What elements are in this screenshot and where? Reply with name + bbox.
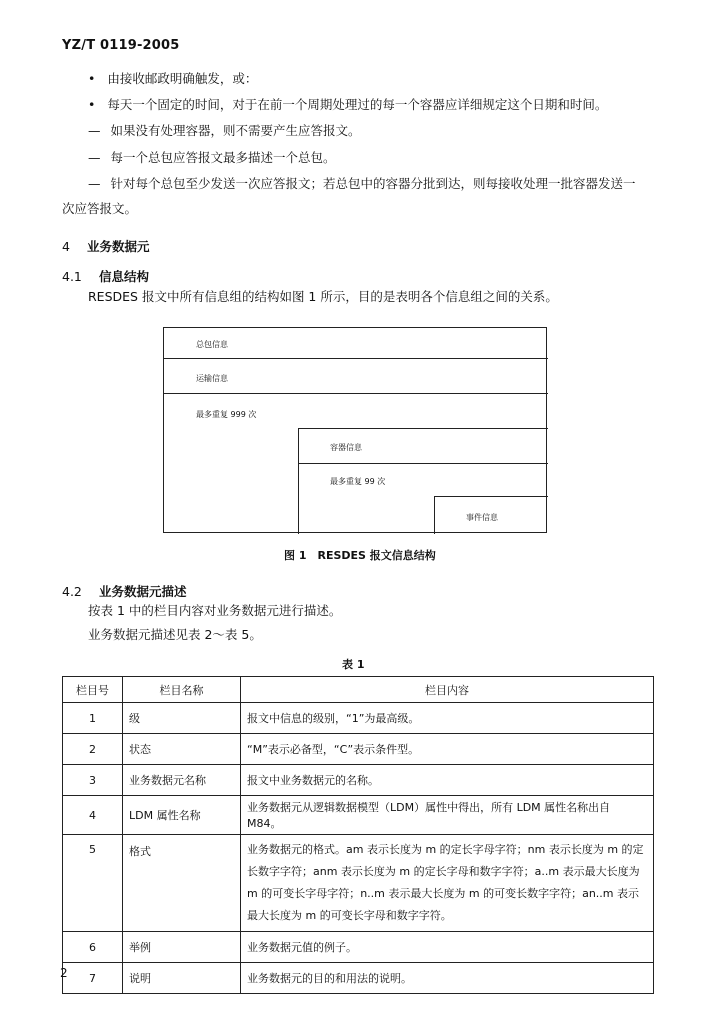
- row-content: 报文中业务数据元的名称。: [241, 765, 654, 796]
- section-number: 4: [62, 239, 70, 254]
- list-item-text: 由接收邮政明确触发，或：: [107, 71, 258, 86]
- divider: [434, 496, 435, 534]
- dash-glyph: —: [88, 123, 101, 138]
- table-row: [63, 835, 654, 932]
- figure-label-transport-info: 运输信息: [196, 374, 228, 383]
- divider: [164, 358, 548, 359]
- list-item: [88, 96, 607, 114]
- divider: [164, 393, 548, 394]
- table-row: [63, 765, 654, 796]
- list-item: [88, 70, 257, 88]
- section-title: 业务数据元描述: [98, 584, 187, 599]
- divider: [298, 463, 548, 464]
- list-item-text: 每天一个固定的时间，对于在前一个周期处理过的每一个容器应详细规定这个日期和时间。: [107, 97, 608, 112]
- row-content: 业务数据元的格式。am 表示长度为 m 的定长字母字符；nm 表示长度为 m 的定长数字字符；anm 表示长度为 m 的定长字母和数字字符；a..m 表示最大长度为 m 的可变长字母字符；n..m 表示最大长度为 m 的可变长数字字符；an..m 表示最大长度为 m 的可变长字母和数字字符。: [241, 835, 654, 932]
- row-content: 业务数据元值的例子。: [241, 932, 654, 963]
- row-name: 状态: [123, 734, 241, 765]
- list-item-text: 每一个总包应答报文最多描述一个总包。: [110, 150, 336, 165]
- dash-glyph: —: [88, 150, 101, 165]
- figure-label-container-info: 容器信息: [330, 443, 362, 452]
- list-item: [88, 122, 361, 140]
- row-number: 2: [63, 734, 123, 765]
- figure-caption: 图 1 RESDES 报文信息结构: [284, 549, 436, 562]
- row-number: 4: [63, 796, 123, 835]
- row-number: 7: [63, 963, 123, 994]
- table-row: [63, 703, 654, 734]
- section-4-2-heading: [62, 581, 187, 600]
- page-number: 2: [60, 966, 68, 980]
- section-4-heading: [62, 236, 150, 255]
- header-cell: 栏目内容: [241, 677, 654, 703]
- section-4-2-text: 业务数据元描述见表 2～表 5。: [88, 627, 262, 642]
- row-content: “M”表示必备型，“C”表示条件型。: [241, 734, 654, 765]
- row-number: 3: [63, 765, 123, 796]
- section-title: 业务数据元: [87, 239, 150, 254]
- figure-label-mailbag-info: 总包信息: [196, 340, 228, 349]
- table-row: [63, 963, 654, 994]
- list-item-text: 如果没有处理容器，则不需要产生应答报文。: [110, 123, 361, 138]
- table-row: [63, 796, 654, 835]
- table-title: 表 1: [342, 658, 365, 671]
- header-cell: 栏目号: [63, 677, 123, 703]
- divider: [298, 428, 299, 534]
- standard-code: YZ/T 0119-2005: [62, 38, 180, 53]
- message-structure-figure: [163, 327, 547, 533]
- row-name: 格式: [123, 835, 241, 932]
- list-item: [88, 149, 336, 167]
- row-content: 业务数据元的目的和用法的说明。: [241, 963, 654, 994]
- table-row: [63, 932, 654, 963]
- list-item: [88, 175, 636, 193]
- section-4-1-text: RESDES 报文中所有信息组的结构如图 1 所示，目的是表明各个信息组之间的关系。: [88, 289, 558, 304]
- section-number: 4.2: [62, 584, 82, 599]
- row-number: 1: [63, 703, 123, 734]
- table-header-row: [63, 677, 654, 703]
- row-content: 报文中信息的级别，“1”为最高级。: [241, 703, 654, 734]
- row-name: 说明: [123, 963, 241, 994]
- row-number: 5: [63, 835, 123, 932]
- row-name: 业务数据元名称: [123, 765, 241, 796]
- dash-glyph: —: [88, 176, 101, 191]
- figure-label-repeat-99: 最多重复 99 次: [330, 477, 386, 486]
- row-name: 举例: [123, 932, 241, 963]
- list-item-continuation: 次应答报文。: [62, 201, 138, 216]
- bullet-glyph: •: [88, 71, 96, 86]
- header-cell: 栏目名称: [123, 677, 241, 703]
- column-definition-table: [62, 676, 654, 994]
- figure-label-repeat-999: 最多重复 999 次: [196, 410, 257, 419]
- row-name: LDM 属性名称: [123, 796, 241, 835]
- row-content: 业务数据元从逻辑数据模型（LDM）属性中得出，所有 LDM 属性名称出自 M84。: [241, 796, 654, 835]
- table-row: [63, 734, 654, 765]
- section-title: 信息结构: [98, 269, 149, 284]
- divider: [298, 428, 548, 429]
- row-name: 级: [123, 703, 241, 734]
- list-item-text: 针对每个总包至少发送一次应答报文；若总包中的容器分批到达，则每接收处理一批容器发送一: [110, 176, 636, 191]
- row-number: 6: [63, 932, 123, 963]
- section-number: 4.1: [62, 269, 82, 284]
- divider: [434, 496, 548, 497]
- figure-label-event-info: 事件信息: [466, 513, 498, 522]
- section-4-1-heading: [62, 266, 149, 285]
- bullet-glyph: •: [88, 97, 96, 112]
- section-4-2-text: 按表 1 中的栏目内容对业务数据元进行描述。: [88, 603, 342, 618]
